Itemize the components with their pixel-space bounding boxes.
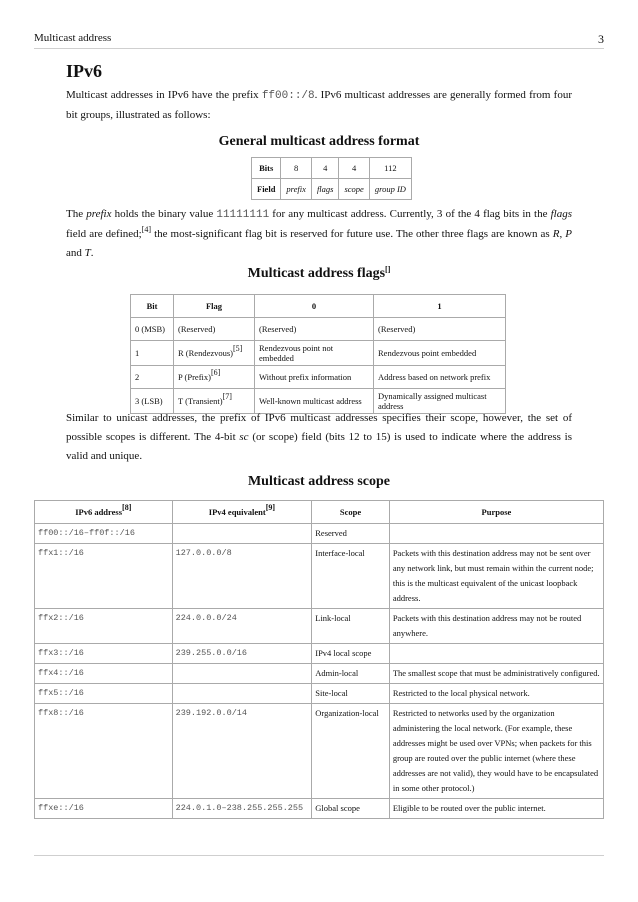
format-table — [251, 157, 412, 200]
table-cell: 112 — [369, 158, 411, 179]
scope-cell: Reserved — [312, 524, 390, 544]
table-cell: scope — [339, 179, 369, 200]
table-cell: P (Prefix)[6] — [174, 366, 255, 389]
table-header: Field — [252, 179, 281, 200]
table-cell: (Reserved) — [255, 318, 374, 341]
running-header — [34, 29, 604, 47]
purpose-cell — [389, 524, 603, 544]
scope-cell: Site-local — [312, 684, 390, 704]
scope-table — [34, 500, 604, 819]
purpose-cell: Restricted to the local physical network. — [389, 684, 603, 704]
table-cell: Well-known multicast address — [255, 389, 374, 414]
reference-link[interactable]: [] — [385, 265, 391, 274]
table-cell: 2 — [131, 366, 174, 389]
table-header-row — [35, 501, 604, 524]
flags-table-caption: Multicast address flags[] — [247, 265, 391, 281]
table-header: IPv4 equivalent[9] — [172, 501, 312, 524]
ipv6-cell: ffx5::/16 — [35, 684, 173, 704]
table-row — [35, 544, 604, 609]
reference-link[interactable]: [6] — [210, 368, 221, 377]
table-row — [35, 704, 604, 799]
header-section-title: Multicast address — [34, 32, 112, 44]
purpose-cell — [389, 644, 603, 664]
ipv4-cell: 239.255.0.0/16 — [172, 644, 312, 664]
table-cell: 3 (LSB) — [131, 389, 174, 414]
flags-table — [130, 294, 506, 414]
table-row — [252, 179, 412, 200]
table-row — [131, 318, 506, 341]
scope-cell: Admin-local — [312, 664, 390, 684]
scope-cell: IPv4 local scope — [312, 644, 390, 664]
table-header: Scope — [312, 501, 390, 524]
format-table-caption: General multicast address format — [218, 134, 420, 149]
table-cell: Rendezvous point not embedded — [255, 341, 374, 366]
table-cell: Dynamically assigned multicast address — [374, 389, 506, 414]
reference-link[interactable]: [9] — [265, 503, 276, 512]
table-header: Bit — [131, 295, 174, 318]
footer-rule — [34, 855, 604, 856]
purpose-cell: Packets with this destination address may not be sent over any network link, but must remain within the current node; this is the multicast equivalent of the unicast loopback address. — [389, 544, 603, 609]
section-heading: IPv6 — [66, 61, 102, 81]
scope-paragraph: Similar to unicast addresses, the prefix of IPv6 multicast addresses specifies their scope, however, the set of possible scopes is different. The 4-bit sc (or scope) field (bits 12 to 15) is used to indicate where the address is valid and unique. — [66, 412, 572, 462]
scope-cell: Link-local — [312, 609, 390, 644]
table-row — [131, 366, 506, 389]
table-row — [35, 664, 604, 684]
table-cell: Address based on network prefix — [374, 366, 506, 389]
table-cell: 1 — [131, 341, 174, 366]
reference-link[interactable]: [8] — [122, 503, 132, 512]
purpose-cell: The smallest scope that must be administratively configured. — [389, 664, 603, 684]
table-header: Bits — [252, 158, 281, 179]
scope-cell: Organization-local — [312, 704, 390, 799]
ipv4-cell: 127.0.0.0/8 — [172, 544, 312, 609]
table-row — [35, 799, 604, 819]
table-cell: Without prefix information — [255, 366, 374, 389]
table-row — [35, 644, 604, 664]
table-cell: 8 — [281, 158, 312, 179]
ipv4-cell: 239.192.0.0/14 — [172, 704, 312, 799]
reference-link[interactable]: [4] — [141, 225, 152, 234]
ipv6-cell: ff00::/16–ff0f::/16 — [35, 524, 173, 544]
table-cell: R (Rendezvous)[5] — [174, 341, 255, 366]
scope-table-caption: Multicast address scope — [247, 474, 391, 489]
table-cell: 0 (MSB) — [131, 318, 174, 341]
table-cell: group ID — [369, 179, 411, 200]
reference-link[interactable]: [5] — [233, 344, 243, 353]
intro-paragraph: Multicast addresses in IPv6 have the prefix ff00::/8. IPv6 multicast addresses are generally formed from four bit groups, illustrated as follows: — [66, 89, 572, 121]
table-row — [35, 684, 604, 704]
table-header-row — [131, 295, 506, 318]
ipv6-cell: ffx8::/16 — [35, 704, 173, 799]
table-row — [131, 341, 506, 366]
ipv4-cell — [172, 524, 312, 544]
ipv4-cell — [172, 664, 312, 684]
ipv4-cell: 224.0.0.0/24 — [172, 609, 312, 644]
header-rule — [34, 48, 604, 49]
table-header: Flag — [174, 295, 255, 318]
ipv6-cell: ffx2::/16 — [35, 609, 173, 644]
table-cell: 4 — [311, 158, 339, 179]
table-header: IPv6 address[8] — [35, 501, 173, 524]
ipv4-cell: 224.0.1.0–238.255.255.255 — [172, 799, 312, 819]
table-row — [35, 609, 604, 644]
ipv6-cell: ffx1::/16 — [35, 544, 173, 609]
table-cell: 4 — [339, 158, 369, 179]
table-cell: flags — [311, 179, 339, 200]
page-number: 3 — [598, 32, 604, 46]
reference-link[interactable]: [7] — [222, 392, 232, 401]
table-cell: (Reserved) — [174, 318, 255, 341]
binary-code: 11111111 — [216, 209, 270, 221]
purpose-cell: Restricted to networks used by the organization administering the local network. (For example, these addresses might be used over VPNs; when packets for this group are routed over the public internet (where these addresses are not valid), they would have to be encapsulated in some other protocol.) — [389, 704, 603, 799]
ipv6-cell: ffx3::/16 — [35, 644, 173, 664]
table-row — [35, 524, 604, 544]
table-header: 1 — [374, 295, 506, 318]
purpose-cell: Packets with this destination address may not be routed anywhere. — [389, 609, 603, 644]
table-cell: Rendezvous point embedded — [374, 341, 506, 366]
table-header: Purpose — [389, 501, 603, 524]
table-row — [252, 158, 412, 179]
table-header: 0 — [255, 295, 374, 318]
table-cell: (Reserved) — [374, 318, 506, 341]
table-cell: T (Transient)[7] — [174, 389, 255, 414]
scope-cell: Interface-local — [312, 544, 390, 609]
prefix-code: ff00::/8 — [261, 90, 315, 102]
prefix-paragraph: The prefix holds the binary value 11111111 for any multicast address. Currently, 3 of the 4 flag bits in the flags field are defined;[4] the most-significant flag bit is reserved for future use. The other three flags are known as R, P and T. — [66, 208, 572, 259]
purpose-cell: Eligible to be routed over the public internet. — [389, 799, 603, 819]
ipv6-cell: ffxe::/16 — [35, 799, 173, 819]
scope-cell: Global scope — [312, 799, 390, 819]
table-cell: prefix — [281, 179, 312, 200]
ipv6-cell: ffx4::/16 — [35, 664, 173, 684]
ipv4-cell — [172, 684, 312, 704]
